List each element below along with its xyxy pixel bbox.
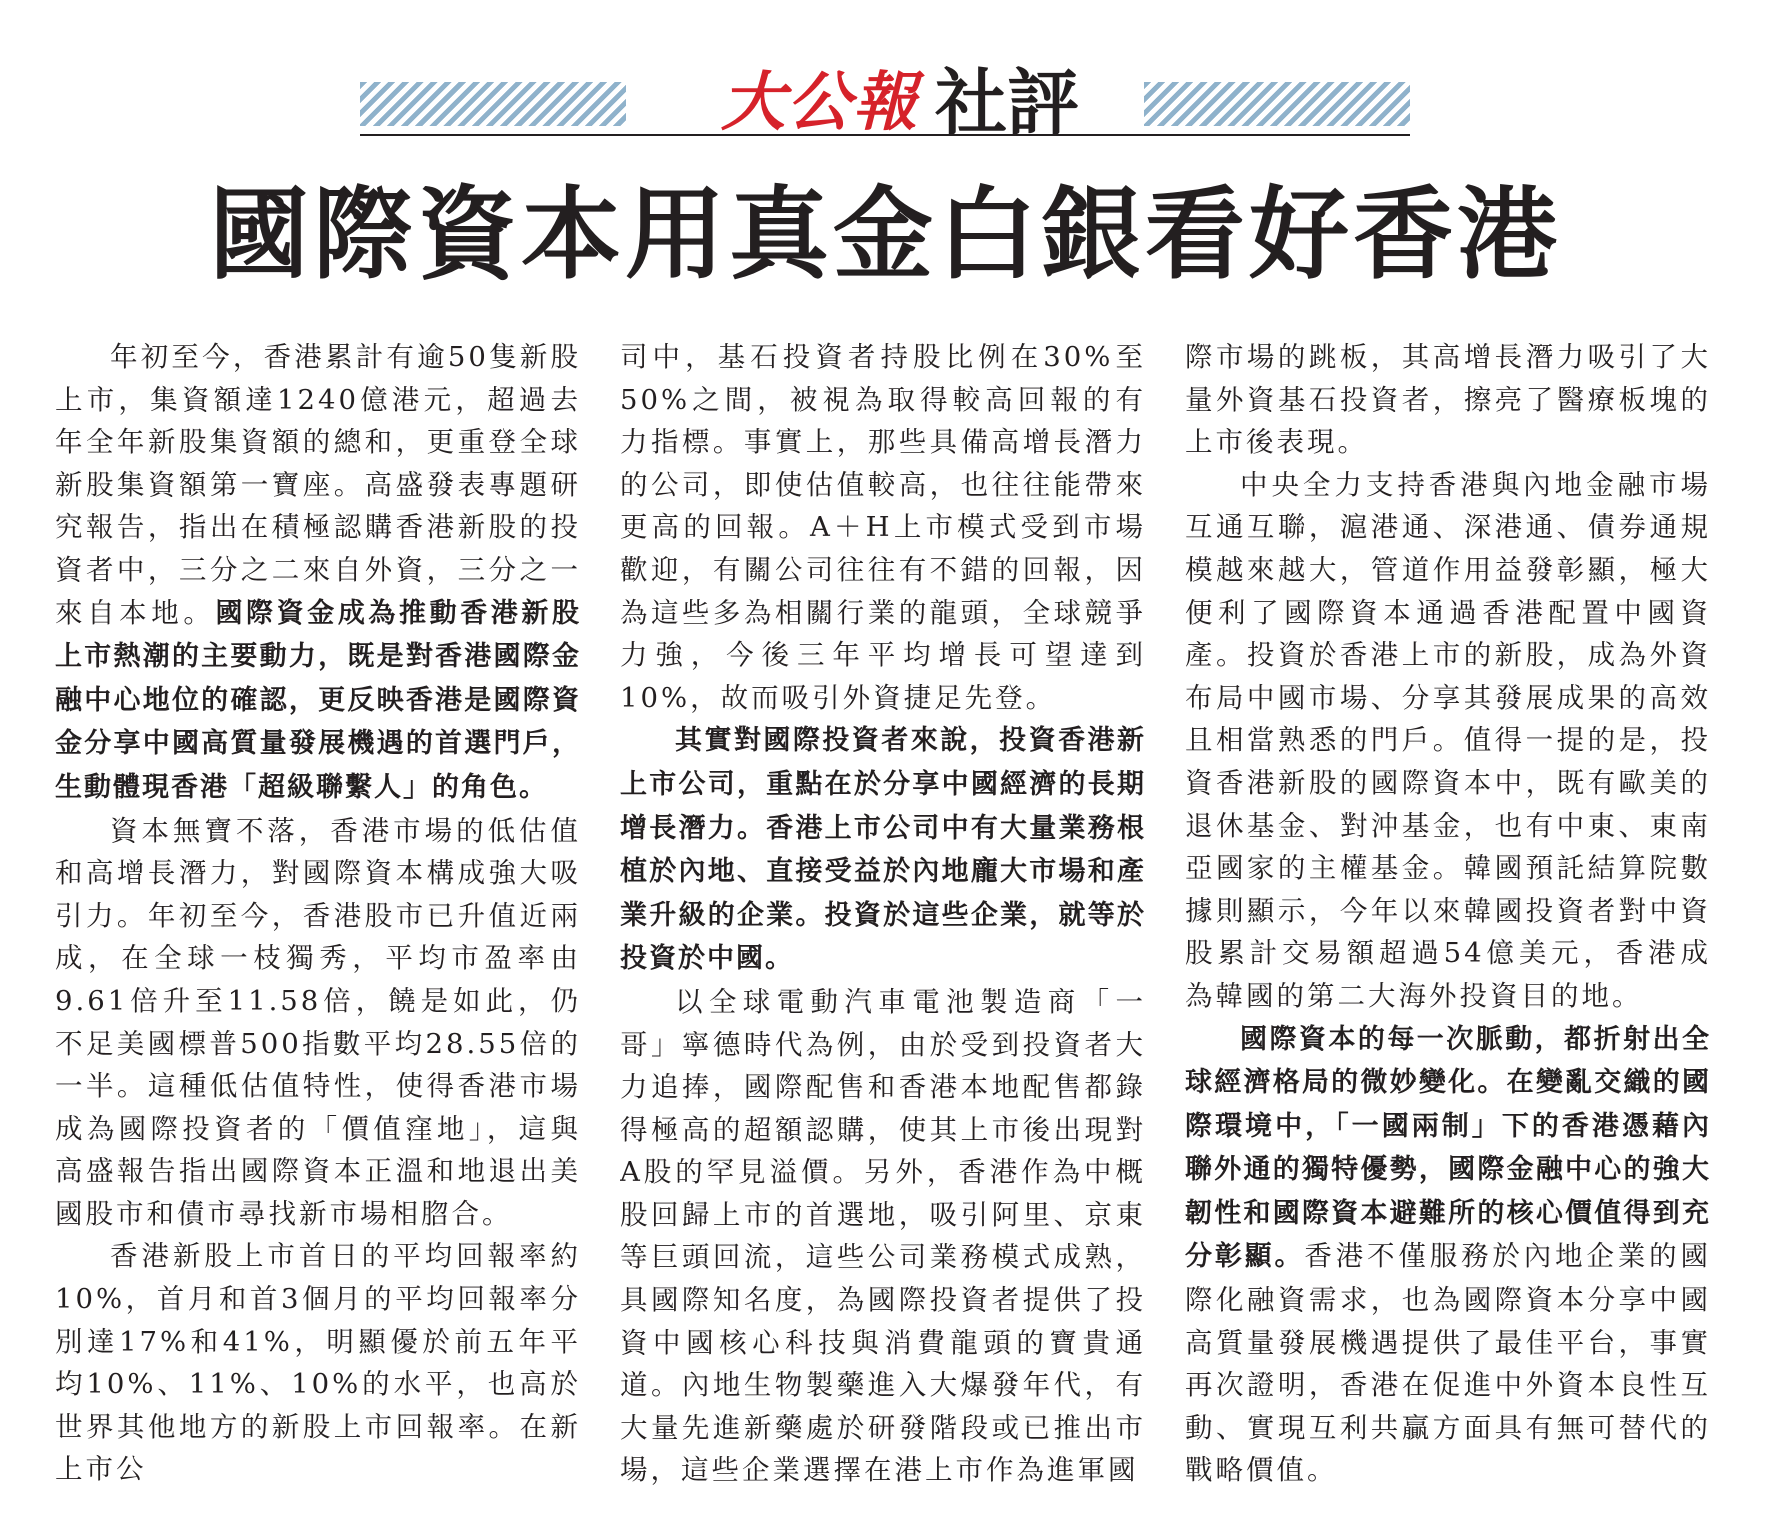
paragraph: 際市場的跳板，其高增長潛力吸引了大量外資基石投資者，擦亮了醫療板塊的上市後表現。 <box>1185 341 1711 459</box>
text-column-3 <box>1185 336 1711 1496</box>
paragraph: 司中，基石投資者持股比例在30%至50%之間，被視為取得較高回報的有力指標。事實上，那些具備高增長潛力的公司，即使估值較高，也往往能帶來更高的回報。A＋H上市模式受到市場歡迎，有關公司往往有不錯的回報，因為這些多為相關行業的龍頭，全球競爭力強，今後三年平均增長可望達到10%，故而吸引外資捷足先登。 <box>620 341 1146 714</box>
paragraph: 以全球電動汽車電池製造商「一哥」寧德時代為例，由於受到投資者大力追捧，國際配售和香港本地配售都錄得極高的超額認購，使其上市後出現對A股的罕見溢價。另外，香港作為中概股回歸上市的首選地，吸引阿里、京東等巨頭回流，這些公司業務模式成熟，具國際知名度，為國際投資者提供了投資中國核心科技與消費龍頭的寶貴通道。內地生物製藥進入大爆發年代，有大量先進新藥處於研發階段或已推出市場，這些企業選擇在港上市作為進軍國 <box>620 985 1146 1487</box>
paragraph: 年初至今，香港累計有逾50隻新股上市，集資額達1240億港元，超過去年全年新股集資額的總和，更重登全球新股集資額第一寶座。高盛發表專題研究報告，指出在積極認購香港新股的投資者中，三分之二來自外資，三分之一來自本地。國際資金成為推動香港新股上市熱潮的主要動力，既是對香港國際金融中心地位的確認，更反映香港是國際資金分享中國高質量發展機遇的首選門戶，生動體現香港「超級聯繫人」的角色。 <box>55 341 581 803</box>
masthead-hatch-right <box>1144 82 1410 126</box>
section-title: 社評 <box>934 61 1079 145</box>
text-column-1 <box>55 336 581 1496</box>
paragraph: 其實對國際投資者來說，投資香港新上市公司，重點在於分享中國經濟的長期增長潛力。香港上市公司中有大量業務根植於內地、直接受益於內地龐大市場和產業升級的企業。投資於這些企業，就等於投資於中國。 <box>620 725 1146 975</box>
newspaper-brand: 大公報 <box>720 65 919 140</box>
paragraph: 香港新股上市首日的平均回報率約10%，首月和首3個月的平均回報率分別達17%和41%，明顯優於前五年平均10%、11%、10%的水平，也高於世界其他地方的新股上市回報率。在新上市公 <box>55 1240 581 1486</box>
text-column-2 <box>620 336 1146 1496</box>
editorial-headline: 國際資本用真金白銀看好香港 <box>209 176 1561 293</box>
paragraph: 中央全力支持香港與內地金融市場互通互聯，滬港通、深港通、債券通規模越來越大，管道作用益發彰顯，極大便利了國際資本通過香港配置中國資產。投資於香港上市的新股，成為外資布局中國市場、分享其發展成果的高效且相當熟悉的門戶。值得一提的是，投資香港新股的國際資本中，既有歐美的退休基金、對沖基金，也有中東、東南亞國家的主權基金。韓國預託結算院數據則顯示，今年以來韓國投資者對中資股累計交易額超過54億美元，香港成為韓國的第二大海外投資目的地。 <box>1185 468 1711 1012</box>
masthead-hatch-left <box>360 82 626 126</box>
masthead <box>360 40 1410 145</box>
masthead-rule <box>360 134 1410 136</box>
paragraph: 資本無寶不落，香港市場的低估值和高增長潛力，對國際資本構成強大吸引力。年初至今，香港股市已升值近兩成，在全球一枝獨秀，平均市盈率由9.61倍升至11.58倍，饒是如此，仍不足美國標普500指數平均28.55倍的一半。這種低估值特性，使得香港市場成為國際投資者的「價值窪地」，這與高盛報告指出國際資本正溫和地退出美國股市和債市尋找新市場相脗合。 <box>55 814 581 1230</box>
paragraph: 國際資本的每一次脈動，都折射出全球經濟格局的微妙變化。在變亂交織的國際環境中，「一國兩制」下的香港憑藉內聯外通的獨特優勢，國際金融中心的強大韌性和國際資本避難所的核心價值得到充分彰顯。香港不僅服務於內地企業的國際化融資需求，也為國際資本分享中國高質量發展機遇提供了最佳平台，事實再次證明，香港在促進中外資本良性互動、實現互利共贏方面具有無可替代的戰略價值。 <box>1185 1023 1711 1487</box>
